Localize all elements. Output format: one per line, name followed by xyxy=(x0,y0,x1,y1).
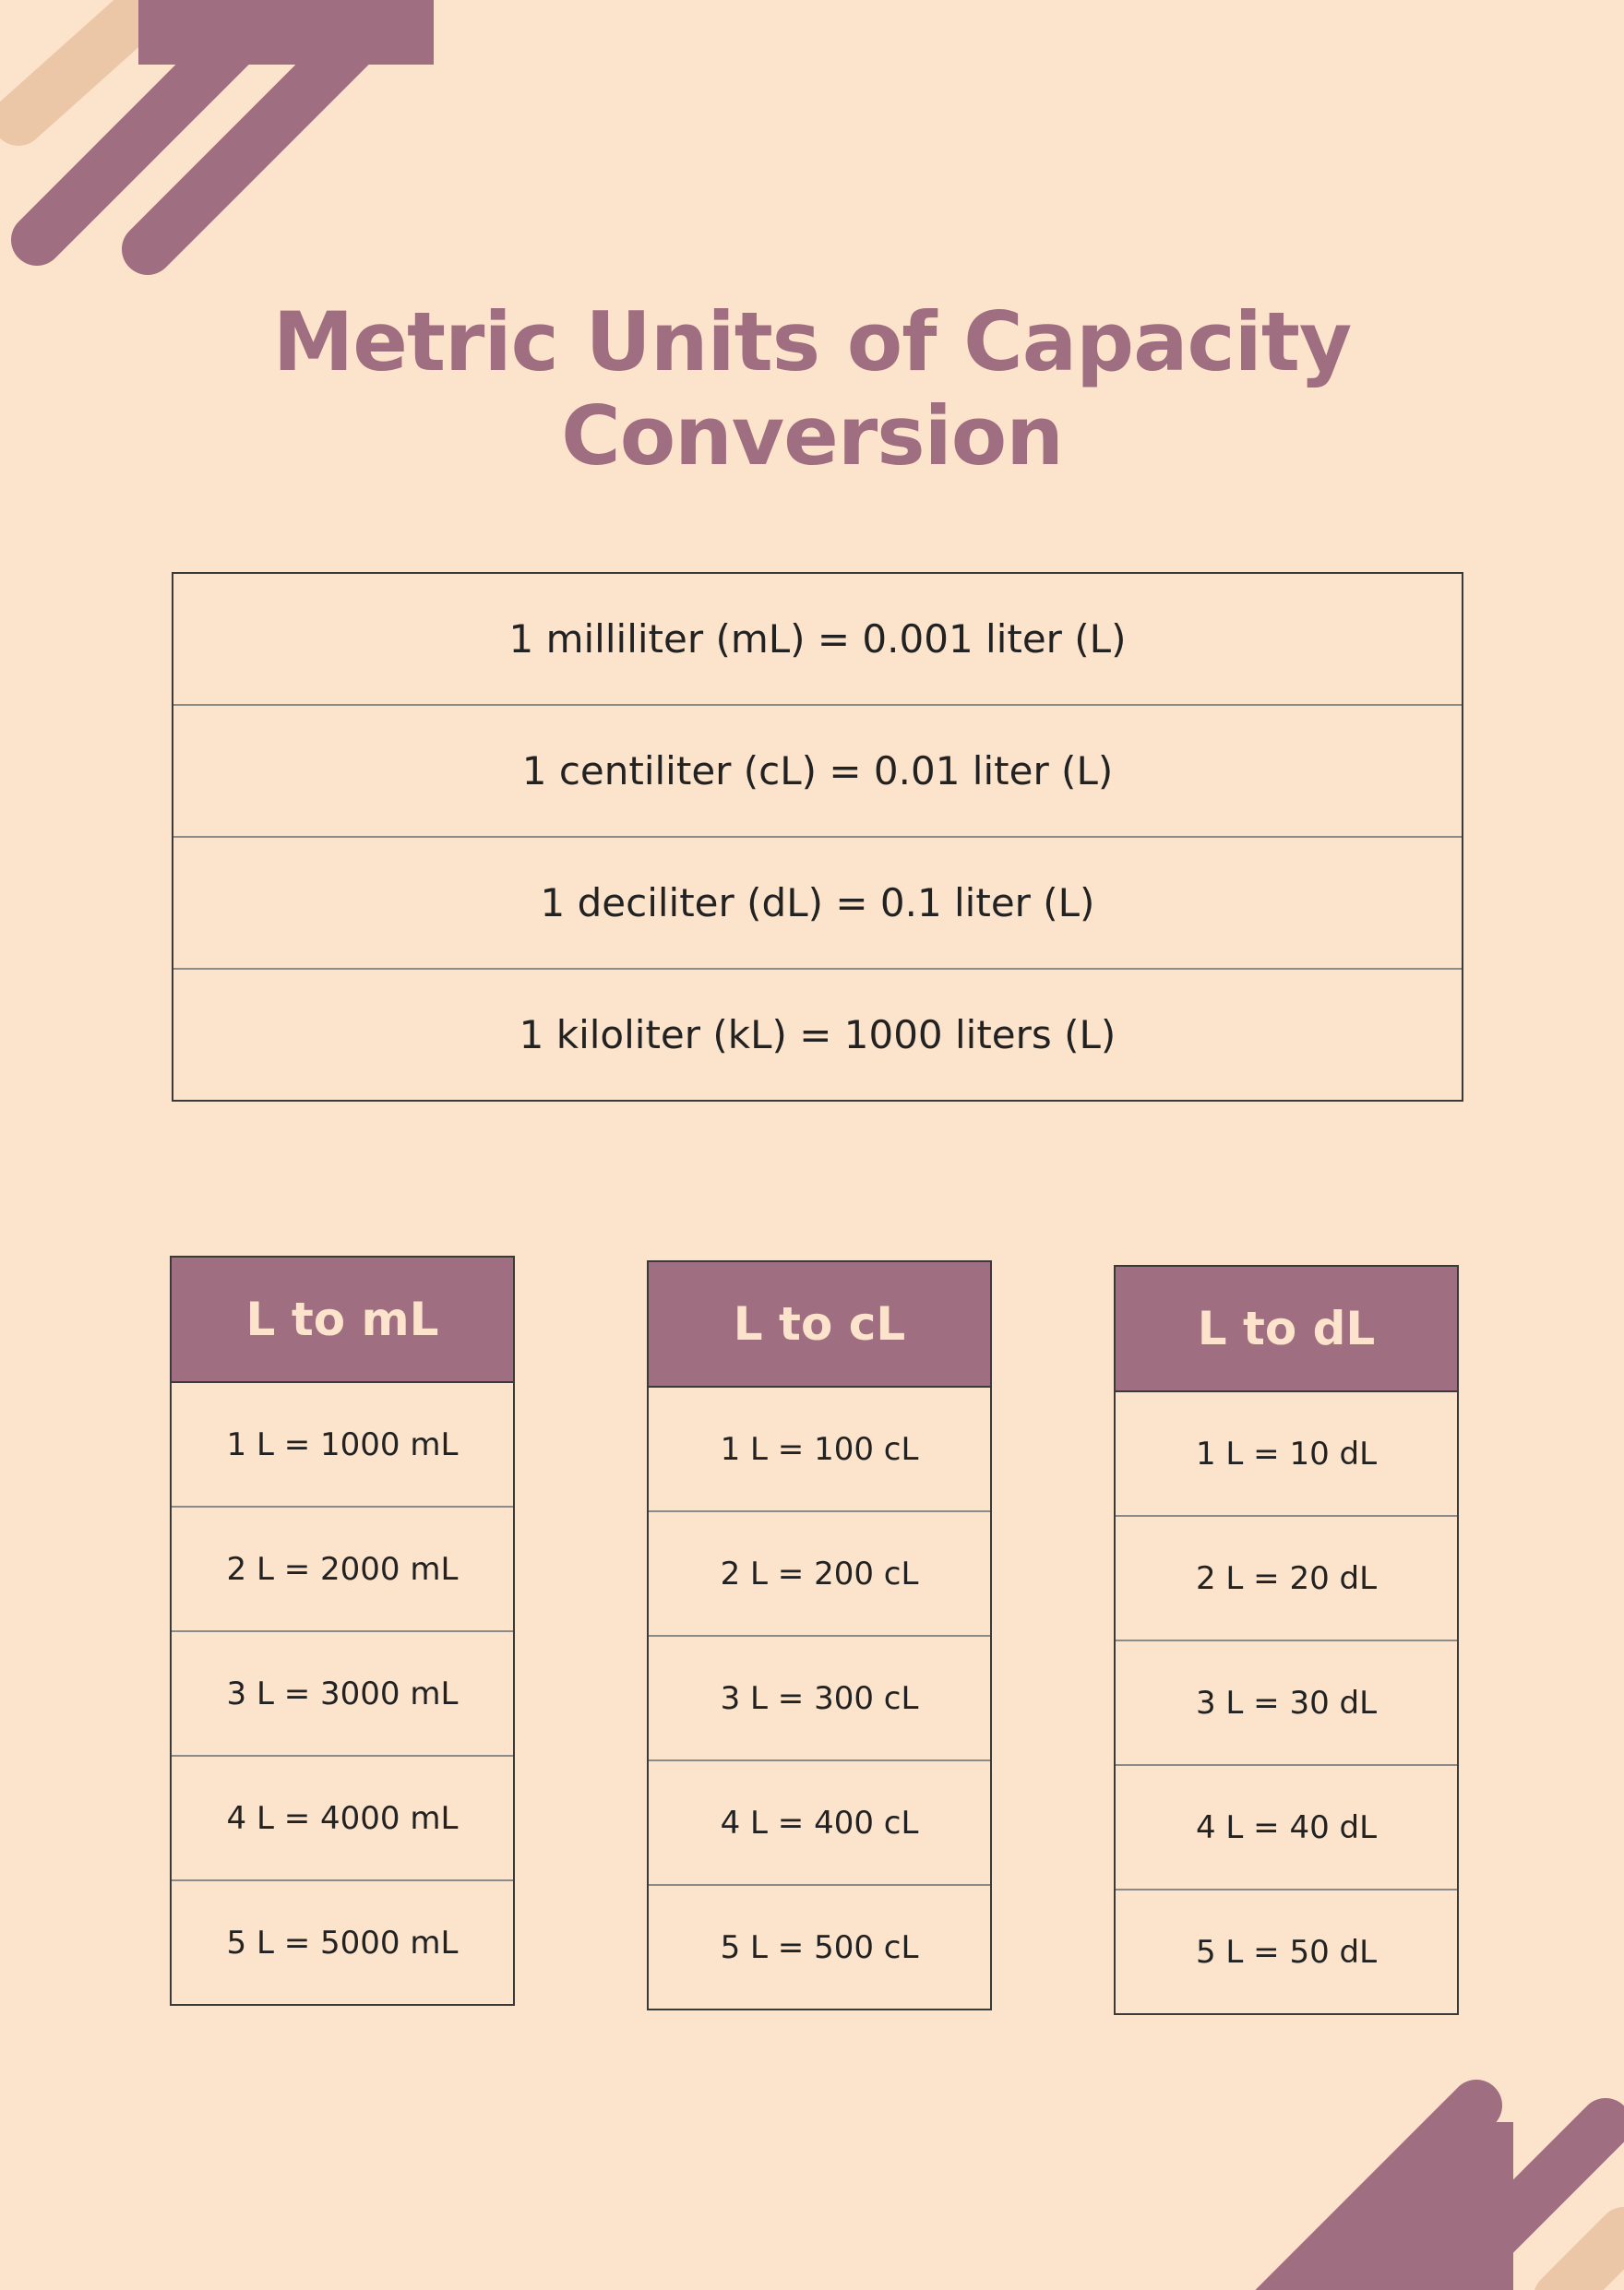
table-row: 2 L = 20 dL xyxy=(1116,1517,1457,1641)
table-row: 5 L = 500 cL xyxy=(720,1928,919,1966)
corner-decoration-top-left xyxy=(0,0,480,295)
table-row: 4 L = 4000 mL xyxy=(172,1757,513,1881)
table-row: 4 L = 40 dL xyxy=(1116,1766,1457,1890)
table-row: 3 L = 30 dL xyxy=(1116,1641,1457,1766)
table-header: L to mL xyxy=(172,1258,513,1383)
table-header: L to dL xyxy=(1116,1267,1457,1392)
page-title-line-2: Conversion xyxy=(561,388,1063,483)
table-row: 1 deciliter (dL) = 0.1 liter (L) xyxy=(173,838,1462,970)
table-row: 2 L = 200 cL xyxy=(649,1512,990,1637)
table-row: 5 L = 5000 mL xyxy=(226,1924,459,1962)
table-row: 3 L = 3000 mL xyxy=(172,1632,513,1757)
l-to-dl-table xyxy=(1114,1265,1459,2015)
table-row: 1 milliliter (mL) = 0.001 liter (L) xyxy=(173,574,1462,706)
table-row: 2 L = 2000 mL xyxy=(172,1508,513,1632)
page-title-line-1: Metric Units of Capacity xyxy=(272,294,1352,389)
table-row: 5 L = 50 dL xyxy=(1195,1933,1378,1971)
table-row: 4 L = 400 cL xyxy=(649,1761,990,1886)
table-row: 1 L = 100 cL xyxy=(649,1388,990,1512)
table-row: 3 L = 300 cL xyxy=(649,1637,990,1761)
page-title xyxy=(0,295,1624,483)
table-row: 1 kiloliter (kL) = 1000 liters (L) xyxy=(519,1012,1116,1057)
base-conversion-table xyxy=(172,572,1463,1102)
table-header: L to cL xyxy=(649,1262,990,1388)
l-to-ml-table xyxy=(170,1256,515,2006)
table-row: 1 L = 1000 mL xyxy=(172,1383,513,1508)
table-row: 1 L = 10 dL xyxy=(1116,1392,1457,1517)
l-to-cl-table xyxy=(647,1260,992,2010)
table-row: 1 centiliter (cL) = 0.01 liter (L) xyxy=(173,706,1462,838)
